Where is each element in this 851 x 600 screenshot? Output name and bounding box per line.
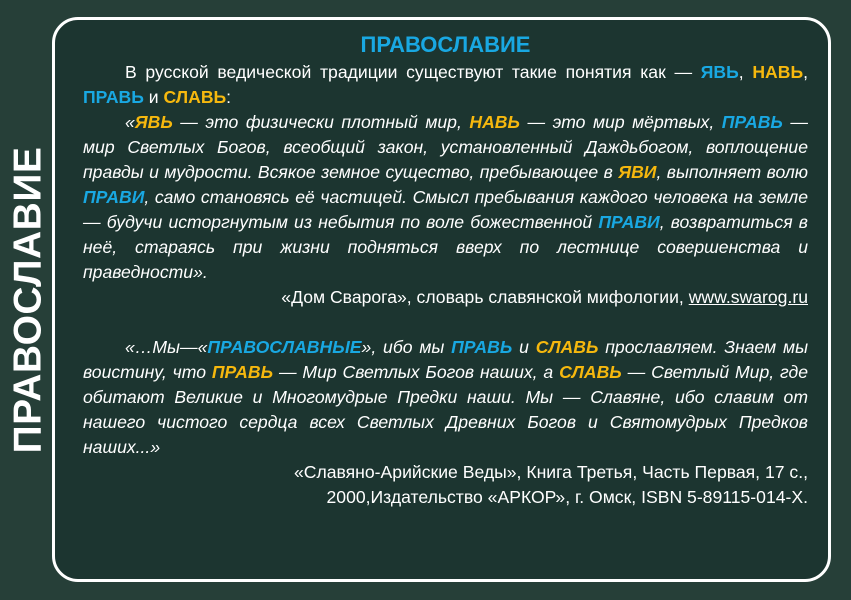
term-slav: СЛАВЬ [559, 362, 622, 382]
quote-text: — Светлый Мир, где обитают Великие и Многомудрые Предки наши. Мы — Славяне, ибо славим от нашего чистого сердца всех Светлых Древних Богов и Святомудрых Предков наших...» [83, 362, 808, 457]
term-pravi: ПРАВИ [598, 212, 660, 232]
quote-text: прославляем. Знаем мы воистину, что [83, 337, 809, 382]
term-prav: ПРАВЬ [451, 337, 513, 357]
quote-text: , само становясь её частицей. Смысл пребывания каждого человека на земле — будучи исторгнутым из небытия по воле божественной [83, 187, 808, 232]
side-title-text: ПРАВОСЛАВИЕ [6, 146, 49, 454]
intro-paragraph [83, 60, 808, 110]
term-pravi: ПРАВИ [83, 187, 145, 207]
quote-paragraph-1 [83, 110, 808, 285]
term-pravoslavnye: ПРАВОСЛАВНЫЕ [207, 337, 362, 357]
quote-text: — это физически плотный мир, [172, 112, 470, 132]
term-yav: ЯВЬ [134, 112, 173, 132]
quote-text: », ибо мы [361, 337, 452, 357]
term-nav: НАВЬ [469, 112, 520, 132]
quote-text: , возвратиться в неё, стараясь при жизни подняться вверх по лестнице совершенства и праведности». [83, 212, 808, 282]
term-yavi: ЯВИ [618, 162, 657, 182]
term-prav: ПРАВЬ [83, 87, 144, 107]
intro-text: В русской ведической традиции существуют такие понятия как — [125, 62, 701, 82]
quote-text: — это мир мёртвых, [519, 112, 722, 132]
term-prav: ПРАВЬ [211, 362, 274, 382]
spacer [83, 310, 808, 335]
quote-paragraph-2 [83, 335, 808, 460]
intro-punct: , [738, 62, 744, 82]
quote-text: — Мир Светлых Богов наших, а [273, 362, 560, 382]
term-nav: НАВЬ [752, 62, 804, 82]
term-slav: СЛАВЬ [535, 337, 599, 357]
term-slav: СЛАВЬ [163, 87, 227, 107]
quote-text: «…Мы—« [125, 337, 208, 357]
quote-text: , выполняет волю [656, 162, 808, 182]
source-text: «Дом Сварога», словарь славянской мифологии, [281, 287, 689, 307]
quote-mark: « [125, 112, 135, 132]
source-citation-2-line-2: 2000,Издательство «АРКОР», г. Омск, ISBN 5-89115-014-Х. [326, 487, 808, 507]
intro-conj: и [143, 87, 164, 107]
term-prav: ПРАВЬ [721, 112, 783, 132]
source-link[interactable]: www.swarog.ru [688, 287, 808, 307]
quote-text: — мир Светлых Богов, всеобщий закон, установленный Даждьбогом, воплощение правды и мудрости. Всякое земное существо, пребывающее в [83, 112, 808, 182]
intro-punct: , [803, 62, 808, 82]
content-panel [52, 17, 831, 582]
panel-title: ПРАВОСЛАВИЕ [360, 32, 531, 57]
source-citation-2-line-1: «Славяно-Арийские Веды», Книга Третья, Часть Первая, 17 с., [293, 462, 808, 482]
term-yav: ЯВЬ [700, 62, 739, 82]
quote-text: и [512, 337, 536, 357]
intro-punct: : [226, 87, 232, 107]
source-citation-1 [83, 285, 808, 310]
side-title [7, 0, 49, 600]
